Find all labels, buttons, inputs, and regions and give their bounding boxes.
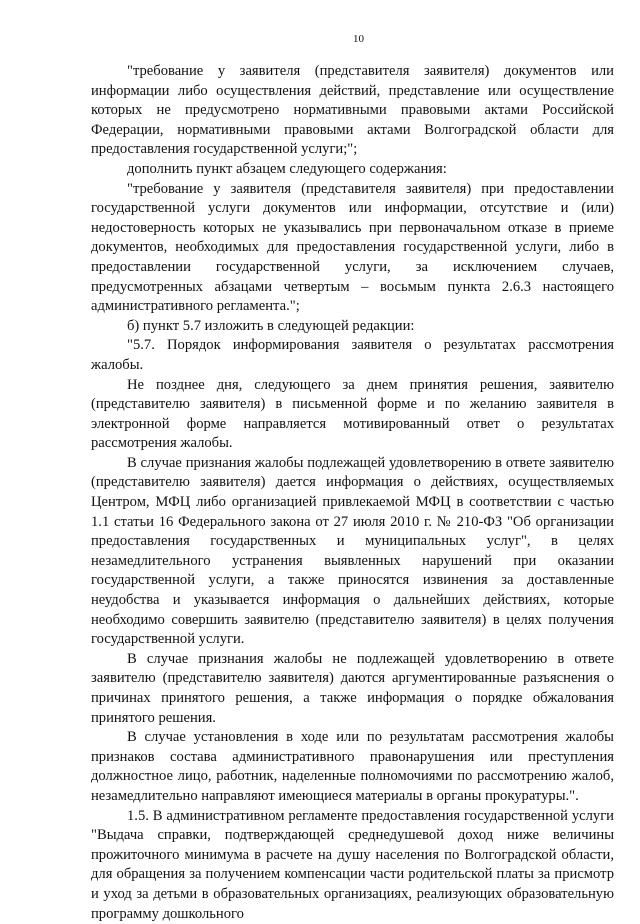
- paragraph: В случае признания жалобы подлежащей удовлетворению в ответе заявителю (представителю заявителя) дается информация о действиях, осуществляемых Центром, МФЦ либо организацией привлекаемой МФЦ в соответствии с частью 1.1 статьи 16 Федерального закона от 27 июля 2010 г. № 210-ФЗ "Об организации предоставления государственных и муниципальных услуг", в целях незамедлительного устранения выявленных нарушений при оказании государственной услуги, а также приносятся извинения за доставленные неудобства и указывается информация о дальнейших действиях, которые необходимо совершить заявителю (представителю заявителя) в целях получения государственной услуги.: [91, 454, 614, 648]
- paragraph: "требование у заявителя (представителя заявителя) документов или информации либо осуществления действий, представление или осуществление которых не предусмотрено нормативными правовыми актами Российской Федерации, нормативными правовыми актами Волгоградской области для предоставления государственной услуги;";: [91, 63, 614, 158]
- paragraph: Не позднее дня, следующего за днем принятия решения, заявителю (представителю заявителя) в письменной форме и по желанию заявителя в электронной форме направляется мотивированный ответ о результатах рассмотрения жалобы.: [91, 376, 614, 452]
- paragraph: "требование у заявителя (представителя заявителя) при предоставлении государственной услуги документов или информации, отсутствие и (или) недостоверность которых не указывались при первоначальном отказе в приеме документов, необходимых для предоставления государственной услуги, либо в предоставлении государственной услуги, за исключением случаев, предусмотренных абзацами четвертым – восьмым пункта 2.6.3 настоящего административного регламента.";: [91, 180, 614, 315]
- paragraph: В случае признания жалобы не подлежащей удовлетворению в ответе заявителю (представителю заявителя) даются аргументированные разъяснения о причинах принятого решения, а также информация о порядке обжалования принятого решения.: [91, 650, 614, 726]
- paragraph: В случае установления в ходе или по результатам рассмотрения жалобы признаков состава административного правонарушения или преступления должностное лицо, работник, наделенные полномочиями по рассмотрению жалоб, незамедлительно направляют имеющиеся материалы в органы прокуратуры.".: [91, 729, 614, 804]
- paragraph: "5.7. Порядок информирования заявителя о результатах рассмотрения жалобы.: [91, 337, 614, 373]
- paragraph: 1.5. В административном регламенте предоставления государственной услуги "Выдача справки, подтверждающей среднедушевой доход ниже величины прожиточного минимума в расчете на душу населения по Волгоградской области, для обращения за получением компенсации части родительской платы за присмотр и уход за детьми в образовательных организациях, реализующих образовательную программу дошкольного: [91, 807, 614, 922]
- paragraph: б) пункт 5.7 изложить в следующей редакции:: [127, 317, 415, 334]
- paragraph: дополнить пункт абзацем следующего содержания:: [127, 160, 447, 177]
- page-number: 10: [353, 33, 364, 45]
